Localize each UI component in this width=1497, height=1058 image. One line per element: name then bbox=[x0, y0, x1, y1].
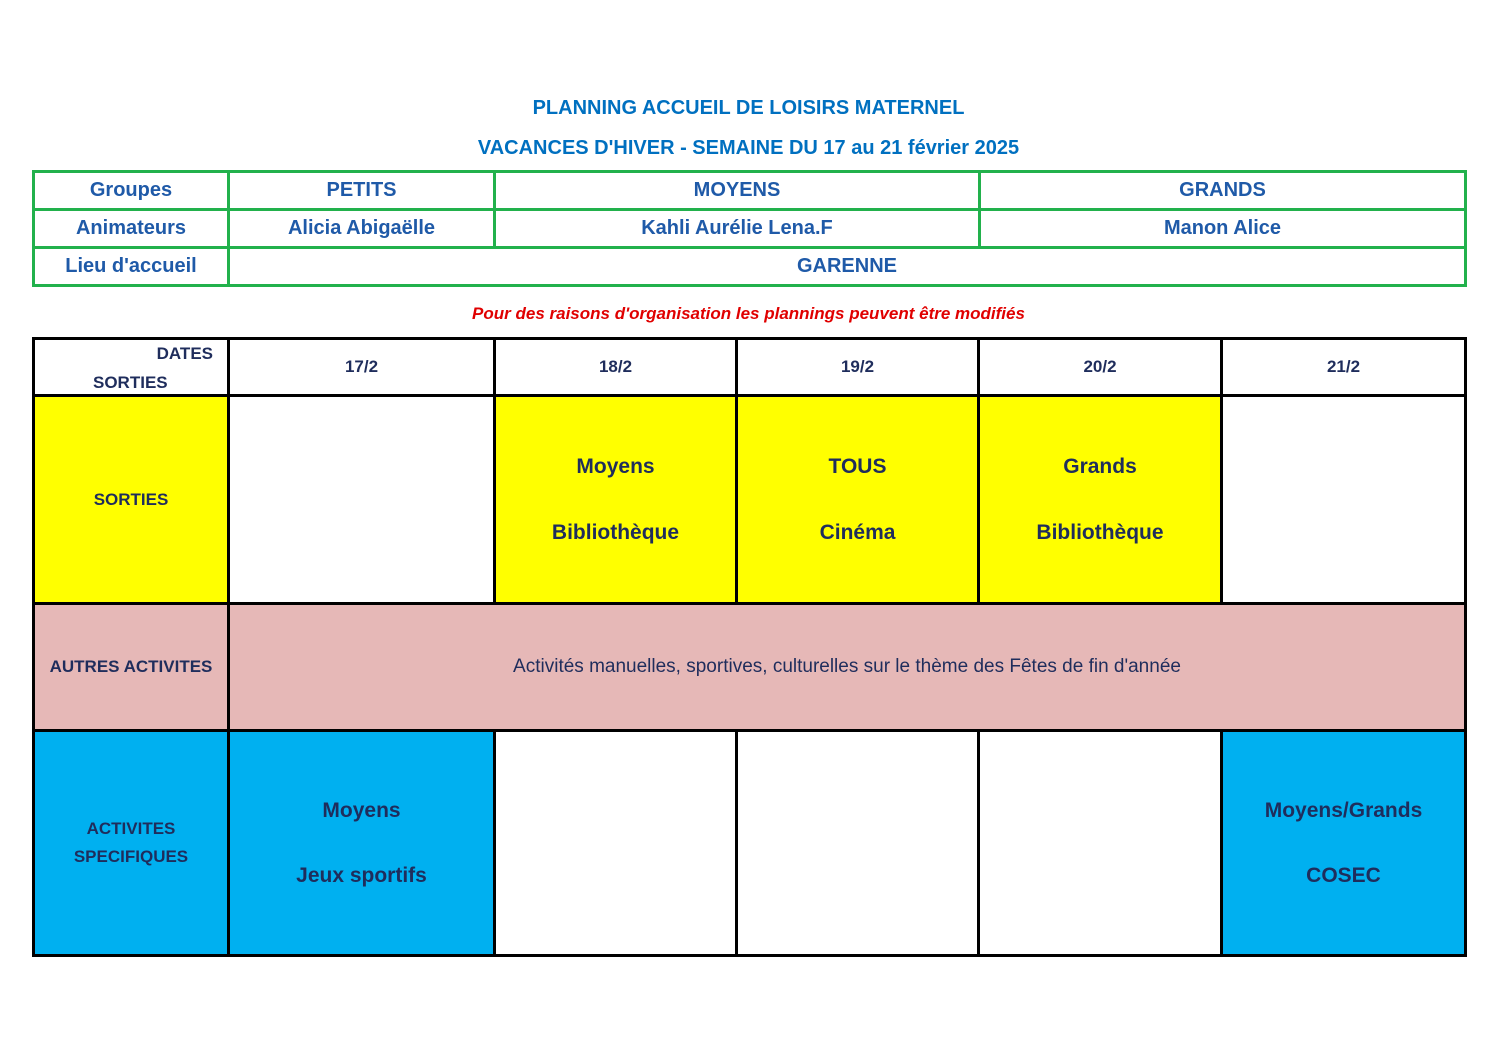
lieu-value: GARENNE bbox=[229, 248, 1466, 286]
animateurs-label: Animateurs bbox=[34, 210, 229, 248]
date-header: 19/2 bbox=[737, 339, 979, 396]
animateurs-moyens: Kahli Aurélie Lena.F bbox=[495, 210, 980, 248]
animateurs-grands: Manon Alice bbox=[980, 210, 1466, 248]
lieu-row bbox=[34, 248, 1466, 286]
corner-dates-label: DATES bbox=[156, 344, 213, 363]
autres-activites-text: Activités manuelles, sportives, culturelles sur le thème des Fêtes de fin d'année bbox=[229, 604, 1466, 731]
specifique-activity: Jeux sportifs bbox=[296, 864, 427, 887]
sortie-group: Grands bbox=[1063, 455, 1137, 479]
date-header: 18/2 bbox=[495, 339, 737, 396]
autres-activites-label: AUTRES ACTIVITES bbox=[34, 604, 229, 731]
corner-sorties-label: SORTIES bbox=[93, 373, 168, 392]
dates-row bbox=[34, 339, 1466, 396]
specifique-cell bbox=[495, 731, 737, 956]
specifiques-label-line2: SPECIFIQUES bbox=[73, 847, 189, 866]
specifique-group: Moyens/Grands bbox=[1264, 798, 1423, 822]
sortie-place: Bibliothèque bbox=[1036, 520, 1164, 544]
page-subtitle: VACANCES D'HIVER - SEMAINE DU 17 au 21 février 2025 bbox=[477, 137, 1020, 159]
sortie-cell bbox=[737, 396, 979, 604]
group-moyens: MOYENS bbox=[495, 172, 980, 210]
sorties-row bbox=[34, 396, 1466, 604]
group-grands: GRANDS bbox=[980, 172, 1466, 210]
specifique-cell bbox=[737, 731, 979, 956]
animateurs-petits: Alicia Abigaëlle bbox=[229, 210, 495, 248]
sortie-cell bbox=[979, 396, 1222, 604]
sortie-group: TOUS bbox=[828, 455, 887, 479]
date-header: 17/2 bbox=[229, 339, 495, 396]
sorties-label: SORTIES bbox=[34, 396, 229, 604]
specifique-activity: COSEC bbox=[1306, 864, 1381, 887]
animateurs-row bbox=[34, 210, 1466, 248]
date-header: 20/2 bbox=[979, 339, 1222, 396]
date-header: 21/2 bbox=[1222, 339, 1466, 396]
activites-specifiques-label bbox=[34, 731, 229, 956]
specifique-cell bbox=[979, 731, 1222, 956]
specifique-group: Moyens bbox=[322, 798, 401, 822]
sortie-cell bbox=[495, 396, 737, 604]
sortie-place: Bibliothèque bbox=[551, 520, 680, 544]
sortie-place: Cinéma bbox=[819, 520, 896, 544]
activites-specifiques-row bbox=[34, 731, 1466, 956]
specifique-cell bbox=[229, 731, 495, 956]
info-table bbox=[32, 170, 1467, 287]
planning-table bbox=[32, 337, 1467, 957]
specifiques-label-line1: ACTIVITES bbox=[86, 819, 176, 838]
page-title: PLANNING ACCUEIL DE LOISIRS MATERNEL bbox=[532, 97, 965, 119]
groupes-row bbox=[34, 172, 1466, 210]
organisation-note: Pour des raisons d'organisation les plannings peuvent être modifiés bbox=[472, 304, 1025, 323]
sortie-cell bbox=[1222, 396, 1466, 604]
dates-corner-cell bbox=[34, 339, 229, 396]
lieu-label: Lieu d'accueil bbox=[34, 248, 229, 286]
group-petits: PETITS bbox=[229, 172, 495, 210]
specifique-cell bbox=[1222, 731, 1466, 956]
sortie-group: Moyens bbox=[576, 455, 655, 479]
groupes-label: Groupes bbox=[34, 172, 229, 210]
sortie-cell bbox=[229, 396, 495, 604]
autres-activites-row bbox=[34, 604, 1466, 731]
